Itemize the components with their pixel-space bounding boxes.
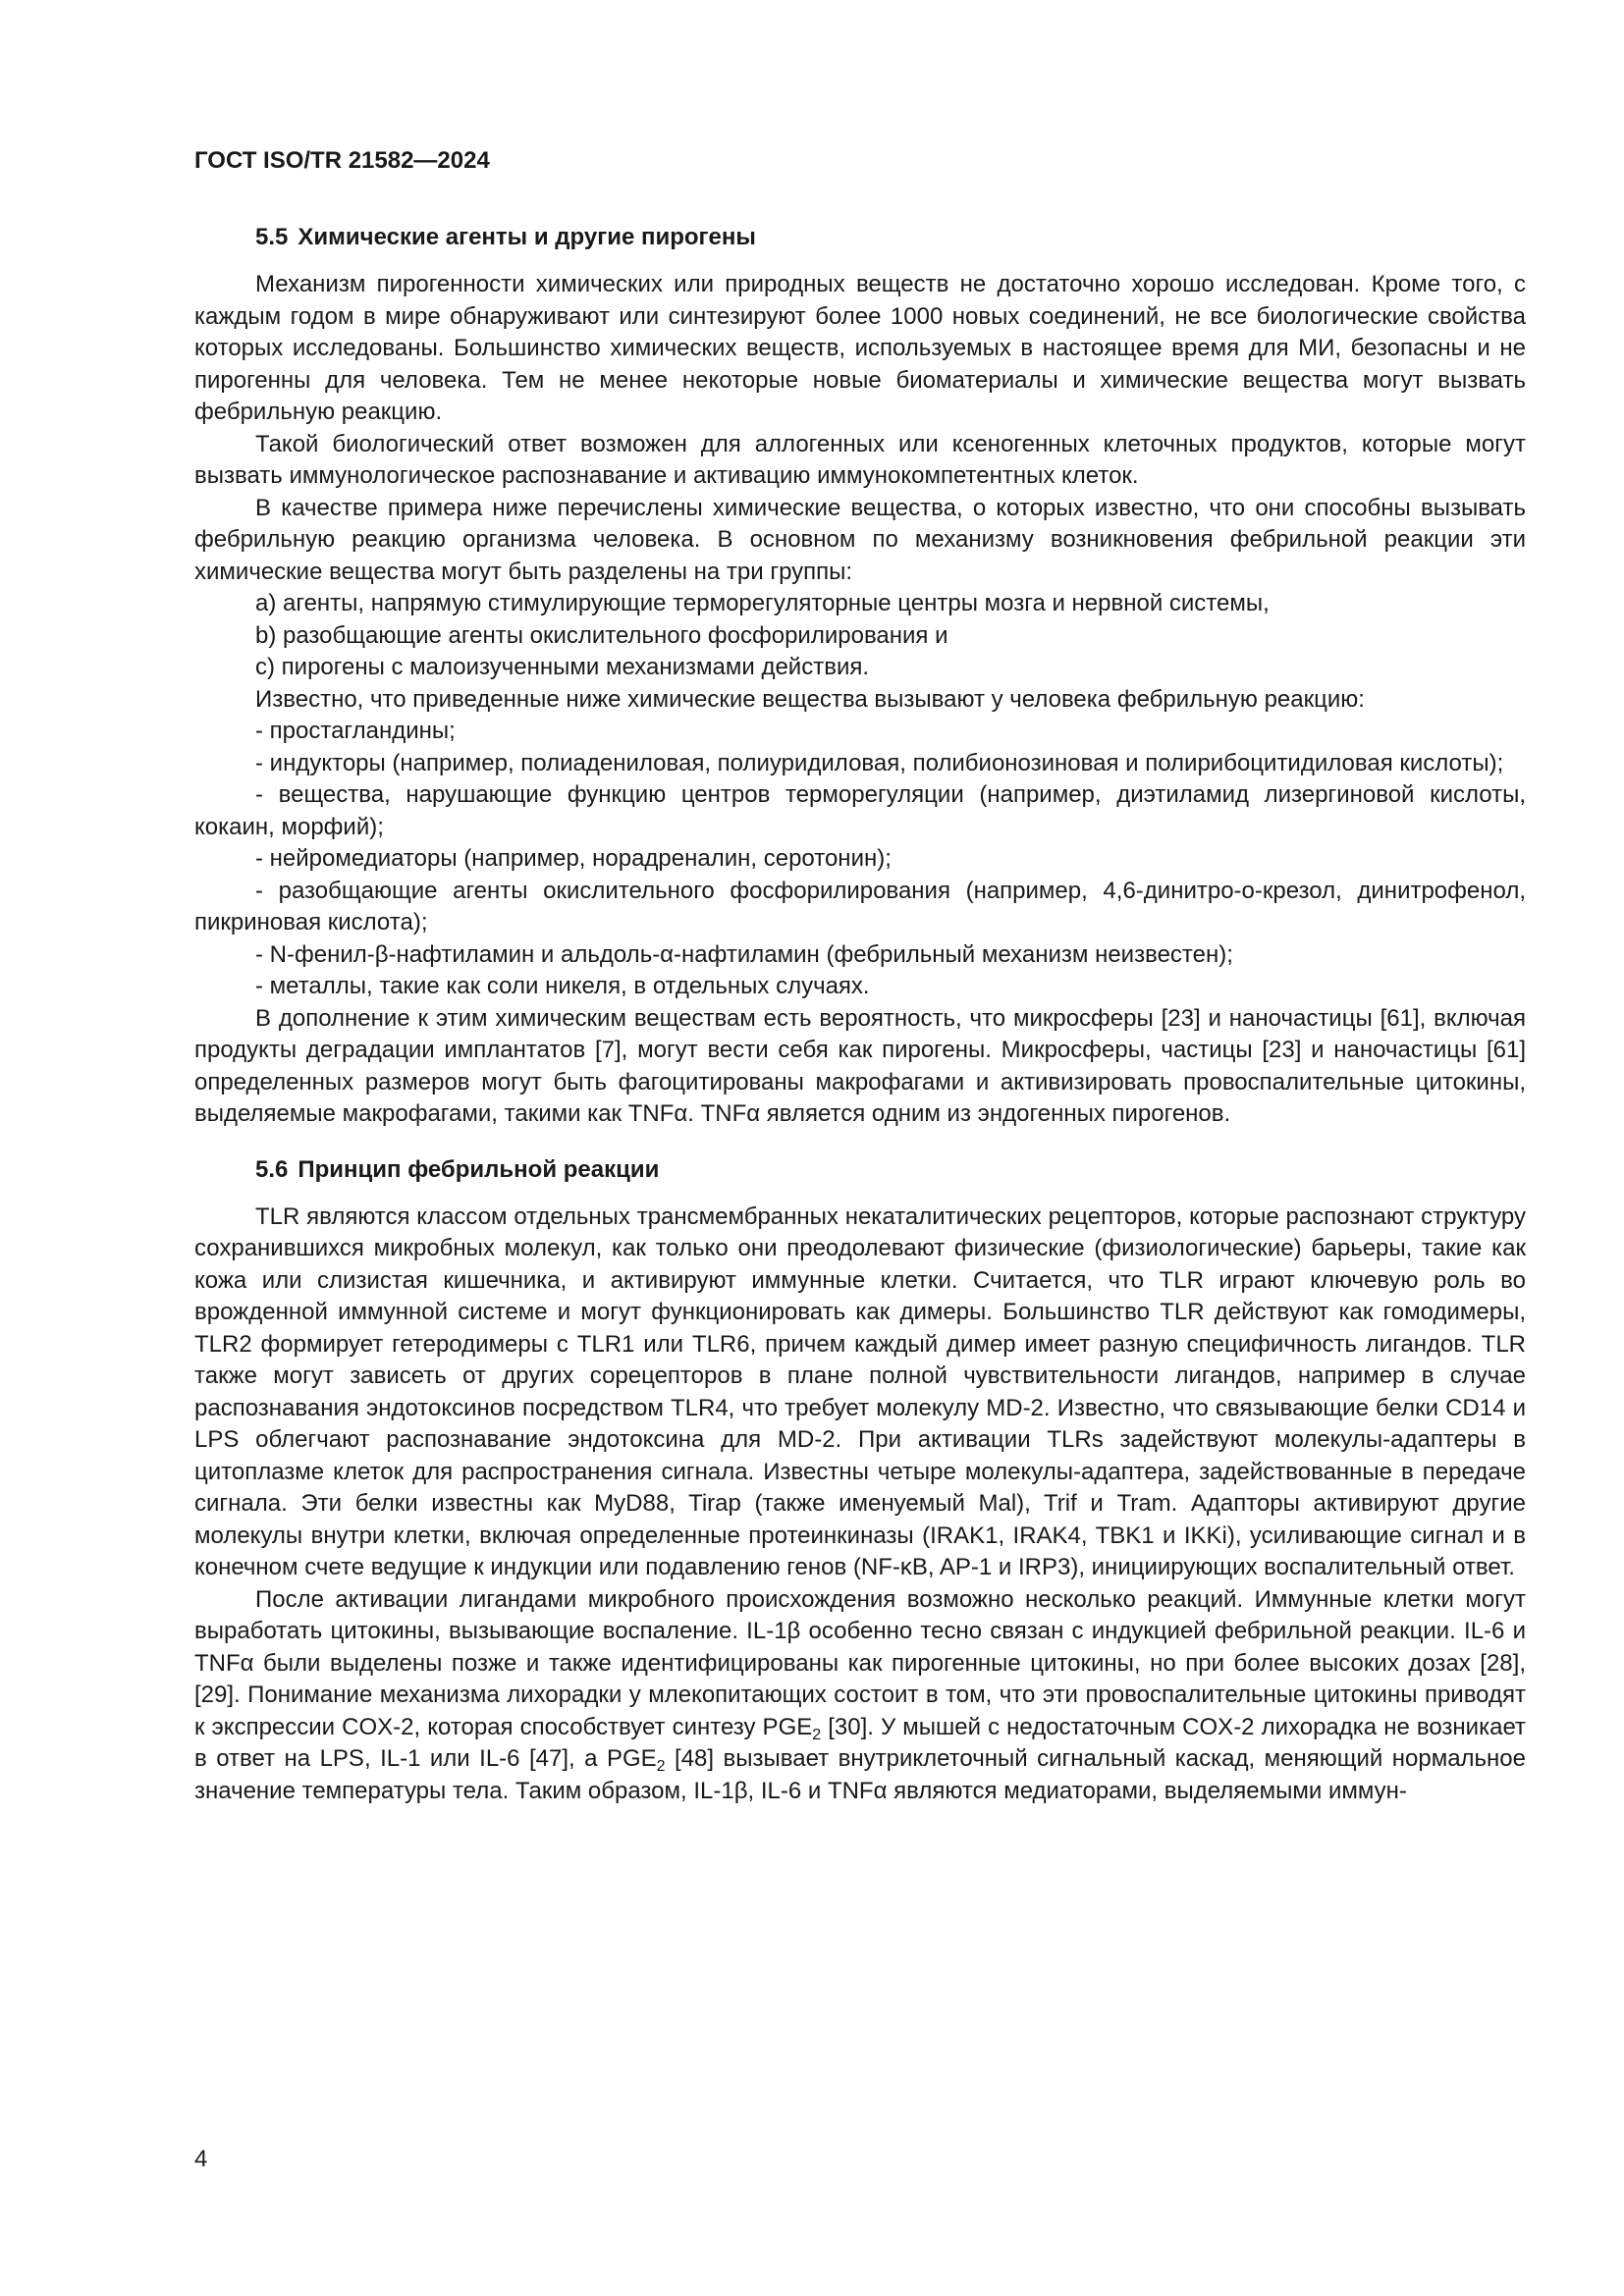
section-5-6-title — [255, 1156, 1526, 1184]
section-spacer — [194, 1131, 1526, 1156]
section-5-6-title-text: Принцип фебрильной реакции — [298, 1155, 660, 1183]
list-item: - простагландины; — [255, 718, 456, 744]
paragraph: Известно, что приведенные ниже химические вещества вызывают у человека фебрильную реакцию: — [255, 685, 1365, 713]
section-5-6-number: 5.6 — [255, 1155, 289, 1183]
list-item: - нейромедиаторы (например, норадреналин, серотонин); — [255, 845, 892, 872]
list-item: - вещества, нарушающие функцию центров терморегуляции (например, диэтиламид лизергиновой кислоты, кокаин, морфий); — [194, 781, 1526, 840]
paragraph: В качестве примера ниже перечислены химические вещества, о которых известно, что они способны вызывать фебрильную реакцию организма человека. В основном по механизму возникновения фебрильной реакции эти химические вещества могут быть разделены на три группы: — [194, 494, 1526, 585]
section-5-5-number: 5.5 — [255, 224, 289, 250]
group-item: b) разобщающие агенты окислительного фосфорилирования и — [255, 621, 948, 649]
document-page — [194, 147, 1526, 1807]
paragraph: Такой биологический ответ возможен для аллогенных или ксеногенных клеточных продуктов, которые могут вызвать иммунологическое распознавание и активацию иммунокомпетентных клеток. — [194, 430, 1526, 489]
subscript: 2 — [812, 1726, 822, 1743]
paragraph-with-subscripts: После активации лигандами микробного происхождения возможно несколько реакций. Иммунные клетки могут выработать цитокины, вызывающие воспаление. IL-1β особенно тесно связан с индукцией фебрильной реакции. IL-6 и TNFα были выделены позже и также идентифицированы как пирогенные цитокины, но при более высоких дозах [28], [29]. Понимание механизма лихорадки у млекопитающих состоит в том, что эти провоспалительные цитокины приводят к экспрессии COX-2, которая способствует синтезу $PGE_2$ [30]. У мышей с недостаточным COX-2 лихорадка не возникает в ответ на LPS, IL-1 или IL-6 [47], а $PGE_2$ [48] вызывает внутриклеточный сигнальный каскад, меняющий нормальное значение температуры тела. Таким образом, IL-1β, IL-6 и TNFα являются медиаторами, выделяемыми иммун- — [194, 1585, 1527, 1804]
group-item: a) агенты, напрямую стимулирующие терморегуляторные центры мозга и нервной системы, — [255, 590, 1270, 616]
section-5-5-title-text: Химические агенты и другие пирогены — [298, 224, 756, 250]
paragraph: Механизм пирогенности химических или природных веществ не достаточно хорошо исследован. Кроме того, с каждым годом в мире обнаруживают или синтезируют более 1000 новых соединений, не все биологические свойства которых исследованы. Большинство химических веществ, используемых в настоящее время для МИ, безопасны и не пирогенны для человека. Тем не менее некоторые новые биоматериалы и химические вещества могут вызвать фебрильную реакцию. — [194, 271, 1526, 425]
page-number: 4 — [194, 2146, 208, 2172]
paragraph: TLR являются классом отдельных трансмембранных некаталитических рецепторов, которые распознают структуру сохранившихся микробных молекул, как только они преодолевают физические (физиологические) барьеры, такие как кожа или слизистая кишечника, и активируют иммунные клетки. Считается, что TLR играют ключевую роль во врожденной иммунной системе и могут функционировать как димеры. Большинство TLR действуют как гомодимеры, TLR2 формирует гетеродимеры с TLR1 или TLR6, причем каждый димер имеет разную специфичность лигандов. TLR также могут зависеть от других сорецепторов в плане полной чувствительности лигандов, например в случае распознавания эндотоксинов посредством TLR4, что требует молекулу MD-2. Известно, что связывающие белки CD14 и LPS облегчают распознавание эндотоксина для MD-2. При активации TLRs задействуют молекулы-адаптеры в цитоплазме клеток для распространения сигнала. Известны четыре молекулы-адаптера, задействованные в передаче сигнала. Эти белки известны как MyD88, Tirap (также именуемый Mal), Trif и Tram. Адапторы активируют другие молекулы внутри клетки, включая определенные протеинкиназы (IRAK1, IRAK4, TBK1 и IKKi), усиливающие сигнал и в конечном счете ведущие к индукции или подавлению генов (NF-κB, AP-1 и IRP3), инициирующих воспалительный ответ. — [194, 1202, 1526, 1580]
list-item: - индукторы (например, полиадениловая, полиуридиловая, полибионозиновая и полирибоцитидиловая кислоты); — [255, 749, 1504, 776]
group-item: c) пирогены с малоизученными механизмами действия. — [255, 654, 870, 680]
document-header: ГОСТ ISO/TR 21582—2024 — [194, 147, 490, 174]
paragraph: В дополнение к этим химическим веществам есть вероятность, что микросферы [23] и наночастицы [61], включая продукты деградации имплантатов [7], могут вести себя как пирогены. Микросферы, частицы [23] и наночастицы [61] определенных размеров могут быть фагоцитированы макрофагами и активизировать провоспалительные цитокины, выделяемые макрофагами, такими как TNFα. TNFα является одним из эндогенных пирогенов. — [194, 1004, 1526, 1127]
list-item: - разобщающие агенты окислительного фосфорилирования (например, 4,6-динитро-о-крезол, динитрофенол, пикриновая кислота); — [194, 877, 1526, 935]
list-item: - металлы, такие как соли никеля, в отдельных случаях. — [255, 973, 870, 999]
list-item: - N-фенил-β-нафтиламин и альдоль-α-нафтиламин (фебрильный механизм неизвестен); — [255, 940, 1233, 968]
section-5-5-title — [255, 224, 1526, 251]
subscript: 2 — [656, 1758, 666, 1775]
